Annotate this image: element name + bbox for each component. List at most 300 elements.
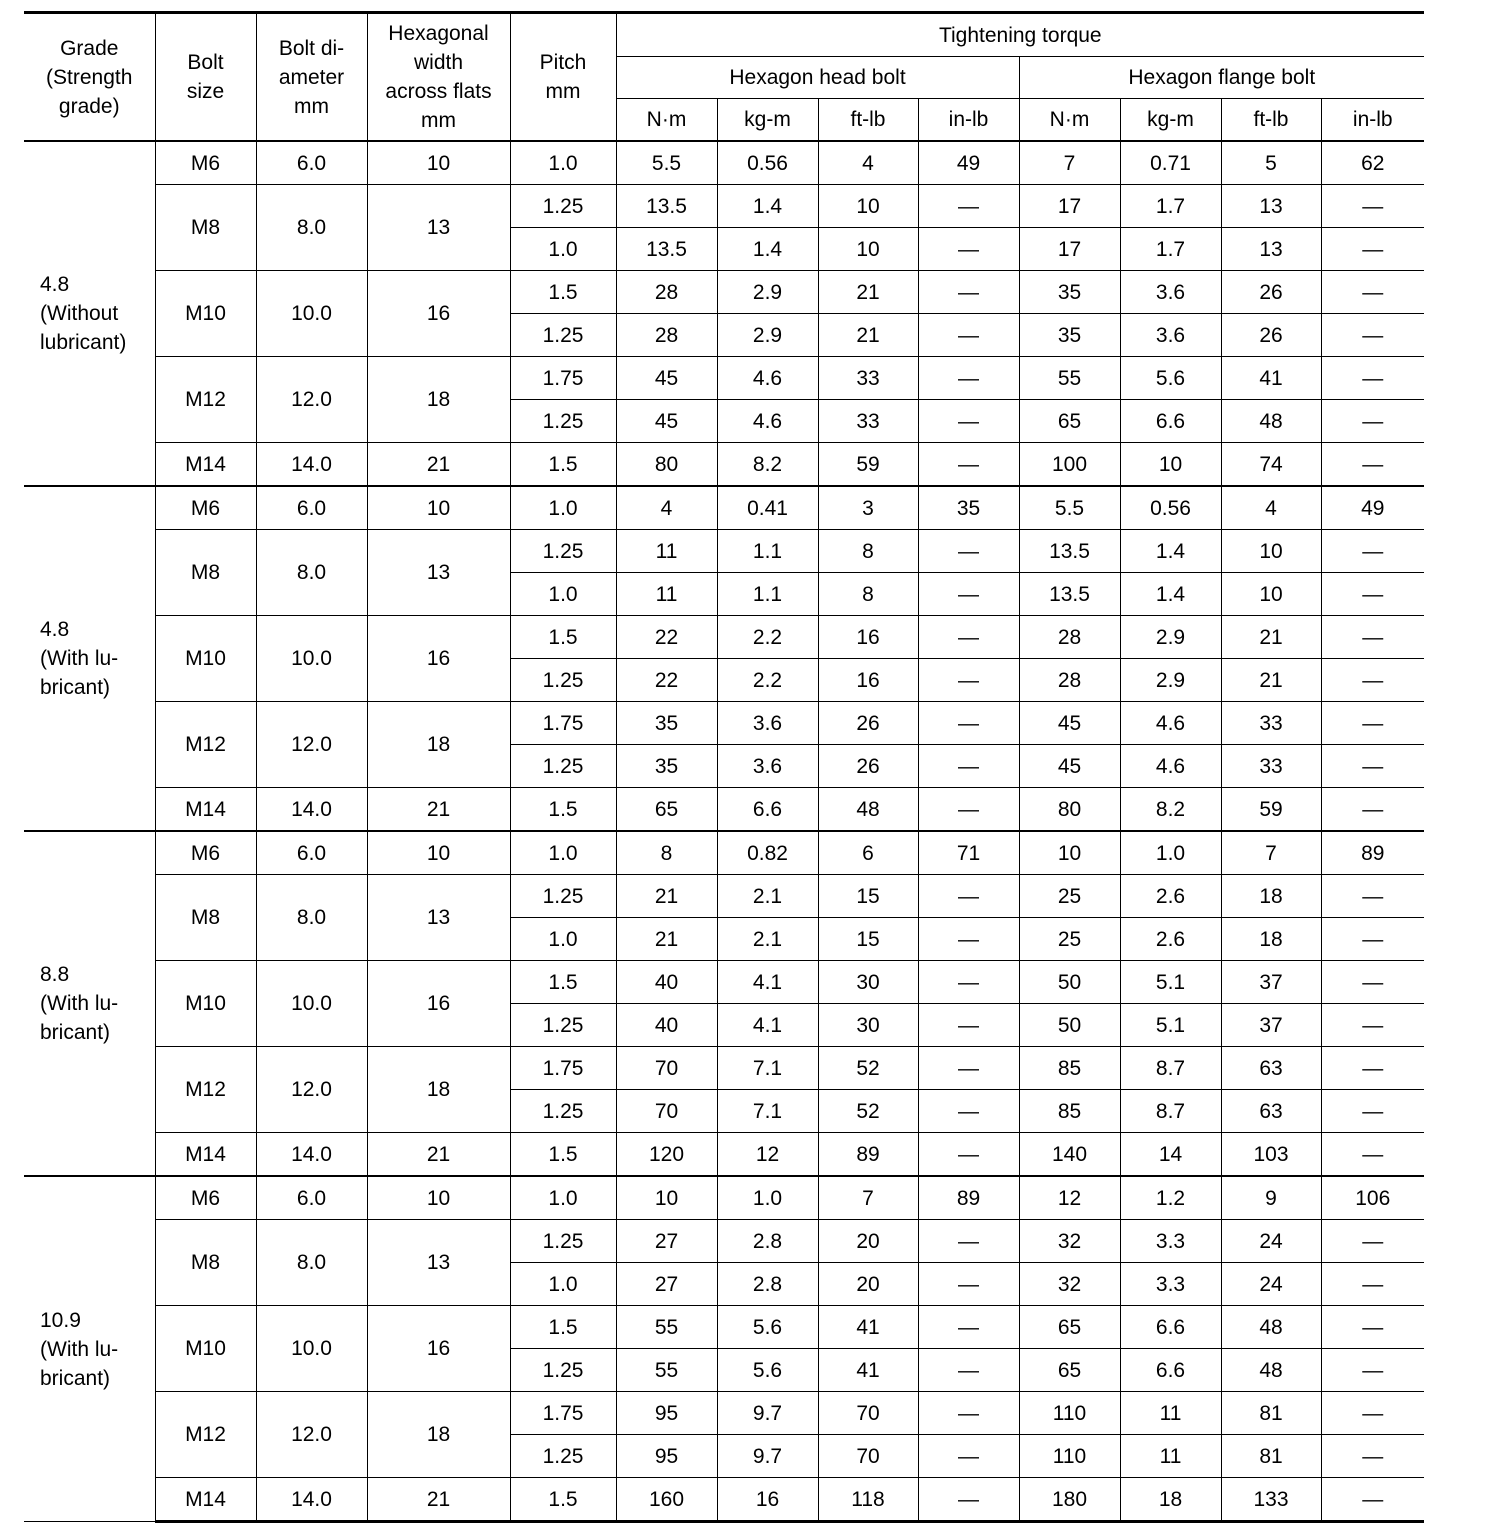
hex-width-cell: 16 bbox=[367, 616, 510, 702]
flange-torque-kgm-cell: 3.6 bbox=[1120, 314, 1221, 357]
flange-torque-nm-cell: 12 bbox=[1019, 1176, 1120, 1220]
head-torque-ftlb-cell: 59 bbox=[818, 443, 918, 487]
table-row bbox=[24, 1047, 1424, 1090]
head-torque-inlb-cell: — bbox=[918, 228, 1019, 271]
flange-torque-ftlb-cell: 63 bbox=[1221, 1047, 1321, 1090]
head-torque-ftlb-cell: 30 bbox=[818, 961, 918, 1004]
bolt-diameter-cell: 14.0 bbox=[256, 443, 367, 487]
flange-torque-ftlb-cell: 48 bbox=[1221, 1306, 1321, 1349]
head-torque-ftlb-cell: 30 bbox=[818, 1004, 918, 1047]
flange-torque-nm-cell: 50 bbox=[1019, 1004, 1120, 1047]
head-torque-kgm-cell: 0.82 bbox=[717, 831, 818, 875]
flange-torque-nm-cell: 28 bbox=[1019, 659, 1120, 702]
head-torque-inlb-cell: — bbox=[918, 357, 1019, 400]
pitch-cell: 1.25 bbox=[510, 745, 616, 788]
flange-torque-nm-cell: 17 bbox=[1019, 185, 1120, 228]
head-torque-kgm-cell: 5.6 bbox=[717, 1349, 818, 1392]
head-torque-ftlb-cell: 52 bbox=[818, 1047, 918, 1090]
header-unit-head-inlb: in-lb bbox=[918, 99, 1019, 142]
flange-torque-nm-cell: 45 bbox=[1019, 745, 1120, 788]
flange-torque-kgm-cell: 2.6 bbox=[1120, 918, 1221, 961]
bolt-diameter-cell: 8.0 bbox=[256, 530, 367, 616]
table-row bbox=[24, 530, 1424, 573]
table-row bbox=[24, 961, 1424, 1004]
head-torque-ftlb-cell: 41 bbox=[818, 1349, 918, 1392]
head-torque-kgm-cell: 2.8 bbox=[717, 1263, 818, 1306]
flange-torque-inlb-cell: — bbox=[1321, 357, 1424, 400]
bolt-size-cell: M6 bbox=[155, 1176, 256, 1220]
head-torque-nm-cell: 13.5 bbox=[616, 185, 717, 228]
head-torque-nm-cell: 55 bbox=[616, 1349, 717, 1392]
bolt-diameter-cell: 14.0 bbox=[256, 1478, 367, 1522]
table-body bbox=[24, 141, 1424, 1522]
head-torque-kgm-cell: 2.8 bbox=[717, 1220, 818, 1263]
head-torque-ftlb-cell: 20 bbox=[818, 1220, 918, 1263]
flange-torque-ftlb-cell: 33 bbox=[1221, 702, 1321, 745]
flange-torque-ftlb-cell: 59 bbox=[1221, 788, 1321, 832]
flange-torque-kgm-cell: 11 bbox=[1120, 1392, 1221, 1435]
table-row bbox=[24, 185, 1424, 228]
flange-torque-nm-cell: 110 bbox=[1019, 1435, 1120, 1478]
hex-width-cell: 13 bbox=[367, 1220, 510, 1306]
flange-torque-ftlb-cell: 74 bbox=[1221, 443, 1321, 487]
head-torque-kgm-cell: 3.6 bbox=[717, 702, 818, 745]
flange-torque-ftlb-cell: 18 bbox=[1221, 875, 1321, 918]
head-torque-inlb-cell: — bbox=[918, 616, 1019, 659]
flange-torque-ftlb-cell: 10 bbox=[1221, 573, 1321, 616]
flange-torque-nm-cell: 65 bbox=[1019, 1349, 1120, 1392]
flange-torque-ftlb-cell: 10 bbox=[1221, 530, 1321, 573]
pitch-cell: 1.25 bbox=[510, 1004, 616, 1047]
flange-torque-ftlb-cell: 13 bbox=[1221, 228, 1321, 271]
flange-torque-inlb-cell: — bbox=[1321, 1047, 1424, 1090]
flange-torque-ftlb-cell: 24 bbox=[1221, 1263, 1321, 1306]
flange-torque-inlb-cell: — bbox=[1321, 1263, 1424, 1306]
flange-torque-ftlb-cell: 26 bbox=[1221, 314, 1321, 357]
head-torque-inlb-cell: — bbox=[918, 1392, 1019, 1435]
hex-width-cell: 18 bbox=[367, 357, 510, 443]
head-torque-ftlb-cell: 16 bbox=[818, 659, 918, 702]
flange-torque-ftlb-cell: 41 bbox=[1221, 357, 1321, 400]
head-torque-kgm-cell: 1.0 bbox=[717, 1176, 818, 1220]
head-torque-inlb-cell: — bbox=[918, 702, 1019, 745]
head-torque-kgm-cell: 2.2 bbox=[717, 616, 818, 659]
flange-torque-ftlb-cell: 7 bbox=[1221, 831, 1321, 875]
flange-torque-inlb-cell: 62 bbox=[1321, 141, 1424, 185]
hex-width-cell: 21 bbox=[367, 1133, 510, 1177]
flange-torque-nm-cell: 17 bbox=[1019, 228, 1120, 271]
head-torque-kgm-cell: 4.1 bbox=[717, 961, 818, 1004]
pitch-cell: 1.0 bbox=[510, 918, 616, 961]
flange-torque-nm-cell: 13.5 bbox=[1019, 573, 1120, 616]
head-torque-nm-cell: 28 bbox=[616, 314, 717, 357]
bolt-size-cell: M8 bbox=[155, 530, 256, 616]
pitch-cell: 1.25 bbox=[510, 659, 616, 702]
head-torque-ftlb-cell: 8 bbox=[818, 573, 918, 616]
head-torque-inlb-cell: — bbox=[918, 1133, 1019, 1177]
head-torque-nm-cell: 45 bbox=[616, 357, 717, 400]
table-row bbox=[24, 357, 1424, 400]
pitch-cell: 1.5 bbox=[510, 1478, 616, 1522]
bolt-diameter-cell: 14.0 bbox=[256, 788, 367, 832]
bolt-diameter-cell: 12.0 bbox=[256, 357, 367, 443]
head-torque-ftlb-cell: 16 bbox=[818, 616, 918, 659]
hex-width-cell: 21 bbox=[367, 1478, 510, 1522]
head-torque-kgm-cell: 1.4 bbox=[717, 185, 818, 228]
head-torque-kgm-cell: 7.1 bbox=[717, 1047, 818, 1090]
table-row bbox=[24, 1220, 1424, 1263]
head-torque-inlb-cell: — bbox=[918, 530, 1019, 573]
flange-torque-nm-cell: 65 bbox=[1019, 1306, 1120, 1349]
flange-torque-kgm-cell: 5.6 bbox=[1120, 357, 1221, 400]
head-torque-kgm-cell: 7.1 bbox=[717, 1090, 818, 1133]
pitch-cell: 1.25 bbox=[510, 1090, 616, 1133]
head-torque-kgm-cell: 3.6 bbox=[717, 745, 818, 788]
head-torque-nm-cell: 10 bbox=[616, 1176, 717, 1220]
table-row bbox=[24, 1133, 1424, 1177]
table-row bbox=[24, 702, 1424, 745]
flange-torque-nm-cell: 65 bbox=[1019, 400, 1120, 443]
flange-torque-inlb-cell: — bbox=[1321, 1392, 1424, 1435]
hex-width-cell: 16 bbox=[367, 961, 510, 1047]
pitch-cell: 1.0 bbox=[510, 831, 616, 875]
pitch-cell: 1.75 bbox=[510, 1392, 616, 1435]
bolt-size-cell: M8 bbox=[155, 1220, 256, 1306]
head-torque-ftlb-cell: 15 bbox=[818, 875, 918, 918]
head-torque-ftlb-cell: 33 bbox=[818, 400, 918, 443]
hex-width-cell: 13 bbox=[367, 185, 510, 271]
bolt-diameter-cell: 10.0 bbox=[256, 1306, 367, 1392]
hex-width-cell: 18 bbox=[367, 1047, 510, 1133]
flange-torque-ftlb-cell: 18 bbox=[1221, 918, 1321, 961]
flange-torque-kgm-cell: 2.6 bbox=[1120, 875, 1221, 918]
flange-torque-inlb-cell: — bbox=[1321, 1435, 1424, 1478]
flange-torque-inlb-cell: — bbox=[1321, 616, 1424, 659]
head-torque-ftlb-cell: 118 bbox=[818, 1478, 918, 1522]
flange-torque-nm-cell: 25 bbox=[1019, 875, 1120, 918]
hex-width-cell: 16 bbox=[367, 1306, 510, 1392]
tightening-torque-table bbox=[24, 11, 1424, 1523]
head-torque-inlb-cell: 49 bbox=[918, 141, 1019, 185]
pitch-cell: 1.5 bbox=[510, 788, 616, 832]
flange-torque-inlb-cell: — bbox=[1321, 659, 1424, 702]
pitch-cell: 1.5 bbox=[510, 616, 616, 659]
table-row bbox=[24, 1392, 1424, 1435]
flange-torque-kgm-cell: 5.1 bbox=[1120, 1004, 1221, 1047]
grade-cell: 8.8 (With lu- bricant) bbox=[24, 831, 155, 1176]
table-row bbox=[24, 443, 1424, 487]
table-row bbox=[24, 788, 1424, 832]
flange-torque-ftlb-cell: 9 bbox=[1221, 1176, 1321, 1220]
pitch-cell: 1.25 bbox=[510, 530, 616, 573]
head-torque-ftlb-cell: 20 bbox=[818, 1263, 918, 1306]
head-torque-kgm-cell: 9.7 bbox=[717, 1435, 818, 1478]
bolt-diameter-cell: 12.0 bbox=[256, 1392, 367, 1478]
flange-torque-ftlb-cell: 37 bbox=[1221, 1004, 1321, 1047]
pitch-cell: 1.25 bbox=[510, 1349, 616, 1392]
bolt-size-cell: M12 bbox=[155, 357, 256, 443]
head-torque-nm-cell: 22 bbox=[616, 616, 717, 659]
bolt-diameter-cell: 10.0 bbox=[256, 271, 367, 357]
head-torque-ftlb-cell: 21 bbox=[818, 314, 918, 357]
bolt-size-cell: M6 bbox=[155, 141, 256, 185]
pitch-cell: 1.25 bbox=[510, 1220, 616, 1263]
head-torque-ftlb-cell: 7 bbox=[818, 1176, 918, 1220]
head-torque-nm-cell: 28 bbox=[616, 271, 717, 314]
flange-torque-ftlb-cell: 33 bbox=[1221, 745, 1321, 788]
table-row bbox=[24, 616, 1424, 659]
header-hexagon-flange-bolt: Hexagon flange bolt bbox=[1019, 57, 1424, 99]
flange-torque-inlb-cell: — bbox=[1321, 918, 1424, 961]
header-unit-flange-nm: N·m bbox=[1019, 99, 1120, 142]
flange-torque-ftlb-cell: 13 bbox=[1221, 185, 1321, 228]
bolt-diameter-cell: 10.0 bbox=[256, 616, 367, 702]
head-torque-nm-cell: 160 bbox=[616, 1478, 717, 1522]
flange-torque-kgm-cell: 6.6 bbox=[1120, 400, 1221, 443]
flange-torque-nm-cell: 7 bbox=[1019, 141, 1120, 185]
flange-torque-ftlb-cell: 103 bbox=[1221, 1133, 1321, 1177]
table-row bbox=[24, 141, 1424, 185]
flange-torque-nm-cell: 110 bbox=[1019, 1392, 1120, 1435]
flange-torque-kgm-cell: 2.9 bbox=[1120, 659, 1221, 702]
head-torque-inlb-cell: — bbox=[918, 918, 1019, 961]
head-torque-inlb-cell: — bbox=[918, 1435, 1019, 1478]
bolt-diameter-cell: 6.0 bbox=[256, 831, 367, 875]
header-unit-flange-kgm: kg-m bbox=[1120, 99, 1221, 142]
head-torque-ftlb-cell: 3 bbox=[818, 486, 918, 530]
table-row bbox=[24, 1176, 1424, 1220]
head-torque-inlb-cell: — bbox=[918, 1306, 1019, 1349]
head-torque-inlb-cell: — bbox=[918, 185, 1019, 228]
flange-torque-nm-cell: 32 bbox=[1019, 1220, 1120, 1263]
pitch-cell: 1.0 bbox=[510, 1263, 616, 1306]
header-hex-width: Hexagonal width across flats mm bbox=[367, 13, 510, 142]
head-torque-ftlb-cell: 8 bbox=[818, 530, 918, 573]
head-torque-kgm-cell: 4.6 bbox=[717, 357, 818, 400]
bolt-size-cell: M10 bbox=[155, 616, 256, 702]
flange-torque-nm-cell: 100 bbox=[1019, 443, 1120, 487]
pitch-cell: 1.25 bbox=[510, 1435, 616, 1478]
head-torque-inlb-cell: — bbox=[918, 400, 1019, 443]
flange-torque-kgm-cell: 1.4 bbox=[1120, 530, 1221, 573]
header-unit-head-nm: N·m bbox=[616, 99, 717, 142]
head-torque-ftlb-cell: 41 bbox=[818, 1306, 918, 1349]
pitch-cell: 1.75 bbox=[510, 357, 616, 400]
bolt-size-cell: M14 bbox=[155, 1478, 256, 1522]
flange-torque-inlb-cell: — bbox=[1321, 1306, 1424, 1349]
flange-torque-kgm-cell: 2.9 bbox=[1120, 616, 1221, 659]
table-row bbox=[24, 831, 1424, 875]
header-hexagon-head-bolt: Hexagon head bolt bbox=[616, 57, 1019, 99]
flange-torque-nm-cell: 28 bbox=[1019, 616, 1120, 659]
head-torque-nm-cell: 4 bbox=[616, 486, 717, 530]
table-row bbox=[24, 1478, 1424, 1522]
head-torque-nm-cell: 11 bbox=[616, 573, 717, 616]
flange-torque-kgm-cell: 1.4 bbox=[1120, 573, 1221, 616]
head-torque-inlb-cell: — bbox=[918, 659, 1019, 702]
flange-torque-kgm-cell: 5.1 bbox=[1120, 961, 1221, 1004]
head-torque-ftlb-cell: 33 bbox=[818, 357, 918, 400]
head-torque-inlb-cell: — bbox=[918, 1220, 1019, 1263]
table-header bbox=[24, 13, 1424, 142]
flange-torque-ftlb-cell: 81 bbox=[1221, 1435, 1321, 1478]
header-unit-head-kgm: kg-m bbox=[717, 99, 818, 142]
flange-torque-nm-cell: 50 bbox=[1019, 961, 1120, 1004]
torque-table-page bbox=[24, 11, 1424, 1523]
header-bolt-diameter: Bolt di- ameter mm bbox=[256, 13, 367, 142]
head-torque-ftlb-cell: 48 bbox=[818, 788, 918, 832]
flange-torque-kgm-cell: 10 bbox=[1120, 443, 1221, 487]
pitch-cell: 1.75 bbox=[510, 1047, 616, 1090]
head-torque-inlb-cell: — bbox=[918, 875, 1019, 918]
flange-torque-inlb-cell: — bbox=[1321, 875, 1424, 918]
flange-torque-inlb-cell: — bbox=[1321, 573, 1424, 616]
head-torque-kgm-cell: 12 bbox=[717, 1133, 818, 1177]
flange-torque-ftlb-cell: 24 bbox=[1221, 1220, 1321, 1263]
pitch-cell: 1.25 bbox=[510, 400, 616, 443]
head-torque-inlb-cell: — bbox=[918, 1004, 1019, 1047]
flange-torque-nm-cell: 45 bbox=[1019, 702, 1120, 745]
flange-torque-inlb-cell: 106 bbox=[1321, 1176, 1424, 1220]
flange-torque-nm-cell: 25 bbox=[1019, 918, 1120, 961]
flange-torque-nm-cell: 13.5 bbox=[1019, 530, 1120, 573]
bolt-diameter-cell: 10.0 bbox=[256, 961, 367, 1047]
flange-torque-inlb-cell: — bbox=[1321, 961, 1424, 1004]
flange-torque-kgm-cell: 8.2 bbox=[1120, 788, 1221, 832]
flange-torque-nm-cell: 140 bbox=[1019, 1133, 1120, 1177]
head-torque-ftlb-cell: 26 bbox=[818, 745, 918, 788]
head-torque-nm-cell: 40 bbox=[616, 961, 717, 1004]
head-torque-ftlb-cell: 21 bbox=[818, 271, 918, 314]
header-unit-flange-inlb: in-lb bbox=[1321, 99, 1424, 142]
flange-torque-kgm-cell: 6.6 bbox=[1120, 1306, 1221, 1349]
flange-torque-kgm-cell: 3.3 bbox=[1120, 1263, 1221, 1306]
flange-torque-kgm-cell: 0.71 bbox=[1120, 141, 1221, 185]
flange-torque-ftlb-cell: 37 bbox=[1221, 961, 1321, 1004]
bolt-size-cell: M12 bbox=[155, 1047, 256, 1133]
flange-torque-ftlb-cell: 63 bbox=[1221, 1090, 1321, 1133]
hex-width-cell: 13 bbox=[367, 530, 510, 616]
head-torque-nm-cell: 21 bbox=[616, 918, 717, 961]
flange-torque-inlb-cell: — bbox=[1321, 1220, 1424, 1263]
head-torque-nm-cell: 55 bbox=[616, 1306, 717, 1349]
head-torque-nm-cell: 13.5 bbox=[616, 228, 717, 271]
pitch-cell: 1.0 bbox=[510, 228, 616, 271]
pitch-cell: 1.0 bbox=[510, 573, 616, 616]
head-torque-kgm-cell: 1.1 bbox=[717, 573, 818, 616]
head-torque-nm-cell: 65 bbox=[616, 788, 717, 832]
head-torque-inlb-cell: — bbox=[918, 961, 1019, 1004]
header-unit-head-ftlb: ft-lb bbox=[818, 99, 918, 142]
head-torque-ftlb-cell: 10 bbox=[818, 185, 918, 228]
head-torque-kgm-cell: 1.4 bbox=[717, 228, 818, 271]
flange-torque-inlb-cell: — bbox=[1321, 228, 1424, 271]
hex-width-cell: 21 bbox=[367, 443, 510, 487]
grade-cell: 10.9 (With lu- bricant) bbox=[24, 1176, 155, 1522]
head-torque-nm-cell: 70 bbox=[616, 1047, 717, 1090]
head-torque-inlb-cell: — bbox=[918, 1263, 1019, 1306]
flange-torque-nm-cell: 35 bbox=[1019, 271, 1120, 314]
head-torque-kgm-cell: 6.6 bbox=[717, 788, 818, 832]
head-torque-nm-cell: 80 bbox=[616, 443, 717, 487]
flange-torque-nm-cell: 180 bbox=[1019, 1478, 1120, 1522]
head-torque-inlb-cell: 89 bbox=[918, 1176, 1019, 1220]
flange-torque-kgm-cell: 4.6 bbox=[1120, 745, 1221, 788]
flange-torque-inlb-cell: — bbox=[1321, 185, 1424, 228]
flange-torque-inlb-cell: — bbox=[1321, 1004, 1424, 1047]
flange-torque-inlb-cell: — bbox=[1321, 745, 1424, 788]
bolt-size-cell: M10 bbox=[155, 961, 256, 1047]
head-torque-nm-cell: 35 bbox=[616, 702, 717, 745]
head-torque-kgm-cell: 2.1 bbox=[717, 918, 818, 961]
flange-torque-kgm-cell: 3.6 bbox=[1120, 271, 1221, 314]
header-grade: Grade (Strength grade) bbox=[24, 13, 155, 142]
flange-torque-nm-cell: 10 bbox=[1019, 831, 1120, 875]
head-torque-nm-cell: 27 bbox=[616, 1263, 717, 1306]
flange-torque-kgm-cell: 8.7 bbox=[1120, 1047, 1221, 1090]
table-row bbox=[24, 271, 1424, 314]
hex-width-cell: 18 bbox=[367, 702, 510, 788]
pitch-cell: 1.25 bbox=[510, 185, 616, 228]
pitch-cell: 1.0 bbox=[510, 141, 616, 185]
flange-torque-kgm-cell: 0.56 bbox=[1120, 486, 1221, 530]
pitch-cell: 1.5 bbox=[510, 1133, 616, 1177]
pitch-cell: 1.0 bbox=[510, 1176, 616, 1220]
flange-torque-kgm-cell: 1.7 bbox=[1120, 185, 1221, 228]
flange-torque-nm-cell: 85 bbox=[1019, 1090, 1120, 1133]
head-torque-nm-cell: 27 bbox=[616, 1220, 717, 1263]
pitch-cell: 1.5 bbox=[510, 443, 616, 487]
header-pitch: Pitch mm bbox=[510, 13, 616, 142]
head-torque-kgm-cell: 4.6 bbox=[717, 400, 818, 443]
hex-width-cell: 10 bbox=[367, 141, 510, 185]
head-torque-nm-cell: 8 bbox=[616, 831, 717, 875]
flange-torque-kgm-cell: 1.7 bbox=[1120, 228, 1221, 271]
head-torque-kgm-cell: 1.1 bbox=[717, 530, 818, 573]
bolt-diameter-cell: 8.0 bbox=[256, 1220, 367, 1306]
table-row bbox=[24, 875, 1424, 918]
grade-cell: 4.8 (With lu- bricant) bbox=[24, 486, 155, 831]
flange-torque-inlb-cell: — bbox=[1321, 271, 1424, 314]
hex-width-cell: 21 bbox=[367, 788, 510, 832]
head-torque-inlb-cell: 35 bbox=[918, 486, 1019, 530]
head-torque-kgm-cell: 16 bbox=[717, 1478, 818, 1522]
flange-torque-ftlb-cell: 4 bbox=[1221, 486, 1321, 530]
pitch-cell: 1.75 bbox=[510, 702, 616, 745]
hex-width-cell: 10 bbox=[367, 831, 510, 875]
flange-torque-nm-cell: 32 bbox=[1019, 1263, 1120, 1306]
flange-torque-ftlb-cell: 21 bbox=[1221, 616, 1321, 659]
head-torque-inlb-cell: — bbox=[918, 573, 1019, 616]
flange-torque-ftlb-cell: 133 bbox=[1221, 1478, 1321, 1522]
bolt-size-cell: M12 bbox=[155, 702, 256, 788]
hex-width-cell: 10 bbox=[367, 1176, 510, 1220]
head-torque-inlb-cell: — bbox=[918, 314, 1019, 357]
hex-width-cell: 10 bbox=[367, 486, 510, 530]
bolt-size-cell: M10 bbox=[155, 271, 256, 357]
head-torque-nm-cell: 45 bbox=[616, 400, 717, 443]
head-torque-kgm-cell: 8.2 bbox=[717, 443, 818, 487]
header-unit-flange-ftlb: ft-lb bbox=[1221, 99, 1321, 142]
flange-torque-inlb-cell: — bbox=[1321, 443, 1424, 487]
flange-torque-inlb-cell: — bbox=[1321, 314, 1424, 357]
flange-torque-ftlb-cell: 48 bbox=[1221, 400, 1321, 443]
head-torque-nm-cell: 11 bbox=[616, 530, 717, 573]
head-torque-nm-cell: 22 bbox=[616, 659, 717, 702]
head-torque-nm-cell: 21 bbox=[616, 875, 717, 918]
header-tightening-torque: Tightening torque bbox=[616, 13, 1424, 57]
bolt-size-cell: M6 bbox=[155, 486, 256, 530]
